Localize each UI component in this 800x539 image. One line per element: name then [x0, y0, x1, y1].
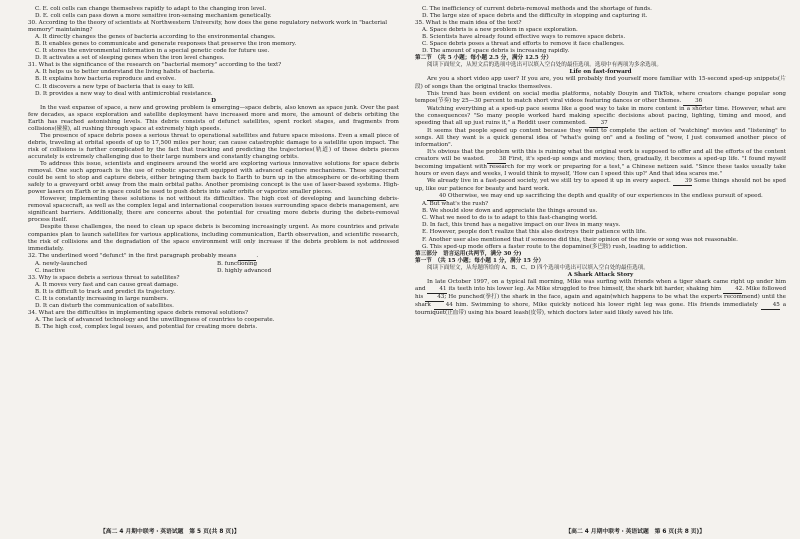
q35-option-b: B. Scientists have already found effective ways to remove space debris. — [422, 34, 626, 41]
q33-option-c: C. It is constantly increasing in large numbers. — [35, 295, 169, 302]
q32-options-row-2 — [28, 268, 399, 275]
choice-f: F. Another user also mentioned that if someone did this, their opinion of the movie or song was not reasonable. — [422, 236, 738, 243]
passage-para-5 — [415, 149, 786, 178]
section-2-instructions: 阅读下面短文，从短文后的选项中选出可以填入空白处的最佳选项。选项中有两项为多余选项。 — [427, 62, 662, 69]
q35-option-c: C. Space debris poses a threat and efforts to remove it face challenges. — [422, 41, 625, 48]
q32-option-d: D. highly advanced — [217, 267, 272, 274]
q33-stem: 33. Why is space debris a serious threat to satellites? — [28, 274, 180, 281]
q31-option-d: D. It provides a new way to deal with antimicrobial resistance. — [35, 90, 213, 97]
story-text-2: its teeth into his lower leg. As Mike struggled to free himself, the shark bit harder, shaking him — [448, 285, 722, 292]
blank-43: 43 — [425, 294, 444, 302]
passage-title: Life on fast-forward — [569, 69, 632, 76]
passage-para-2-text: This trend has been evident on social media platforms, notably Douyin and TikTok, where creators change popular song tempos(节奏) by 25—30 percent to match short viral videos featuring dances or other themes. — [415, 90, 786, 104]
q31-option-a: A. It helps us to better understand the living habits of bacteria. — [35, 69, 215, 76]
blank-36: 36 — [683, 98, 702, 106]
passage-para-5-text-a: It's obvious that the problem with this is ruining what the original work is supposed to offer and all the efforts of the content creators will be wasted. — [415, 148, 786, 162]
q31-option-c: C. It discovers a new type of bacteria that is easy to kill. — [35, 83, 195, 90]
passage-d-para-5: Despite these challenges, the need to clean up space debris is becoming increasingly urgent. As more countries and private companies plan to launch satellites for various applications, including communication, Earth observation, and scientific research, the risk of collisions and the degradation of the space environment will only increase if the debris problem is not addressed immediately. — [28, 224, 399, 252]
passage-para-5-text-b: First, it's sped-up songs and movies; then, gradually, it becomes a sped-up life. "I found myself becoming impatient with research for my work or preparing for a test," a Chinese netizen said. "Since these tasks usually take hours or even days and weeks, I would think to myself, 'How can I speed this up?' And that idea scares me." — [415, 155, 786, 178]
choice-c: C. What we need to do is to adapt to this fast-changing world. — [422, 215, 598, 222]
part-3-instructions: 阅读下面短文，从每题所给的 A、B、C、D 四个选项中选出可以填入空白处的最佳选项。 — [427, 264, 649, 271]
footer-page-6: 【高二 4 月期中联考・英语试题 第 6 页(共 8 页)】 — [565, 529, 705, 535]
q32-stem-text: 32. The underlined word "defunct" in the first paragraph probably means — [28, 252, 237, 259]
blank-37: 37 — [589, 120, 608, 128]
passage-para-4: It seems that people speed up content because they want to complete the action of "watching" movies and "listening" to songs. All they want is a quick general idea of "what's going on" and a feeling of "wow, I just consumed another piece of information". — [415, 127, 786, 148]
q35-stem: 35. What is the main idea of the text? — [415, 20, 522, 27]
passage-para-2 — [415, 91, 786, 106]
q30-stem: 30. According to the theory of scientists at Northwestern University, how does the gene regulatory network work in "bacterial memory" maintaining? — [28, 20, 387, 34]
q32-options-row-1 — [28, 261, 399, 268]
q30-option-d: D. It activates a set of sleeping genes when the iron level changes. — [35, 55, 225, 62]
q33-option-a: A. It moves very fast and can cause great damage. — [35, 281, 179, 288]
passage-para-6 — [415, 178, 786, 193]
blank-38: 38 — [487, 156, 506, 164]
story-text-5: him. Swimming to shore, Mike quickly noticed his lower right leg was gone. His friends immediately — [455, 301, 758, 308]
footer-page-5: 【高二 4 月期中联考・英语试题 第 5 页(共 8 页)】 — [100, 529, 240, 535]
q33-option-b: B. It is difficult to track and predict its trajectory. — [35, 288, 175, 295]
blank-44: 44 — [434, 302, 453, 310]
q32-option-c: C. inactive — [35, 267, 66, 274]
q32-option-b: B. functioning — [217, 260, 258, 267]
story-text-6: a tourniquet(止血带) using his board leash(皮带), which doctors later said likely saved his life. — [415, 301, 786, 316]
q29-option-d: D. E. coli cells can pass down a more sensitive iron-sensing mechanism genetically. — [35, 13, 272, 20]
passage-para-1: Are you a short video app user? If you are, you will probably find yourself more familiar with 15-second sped-up snippets(片段) of songs than the original tracks themselves. — [415, 76, 786, 90]
blank-39: 39 — [673, 178, 692, 186]
blank-40: 40 — [427, 193, 446, 201]
part-3-header: 第三部分 语言运用(共两节，满分 30 分) — [415, 250, 522, 257]
q34-stem: 34. What are the difficulties in implementing space debris removal solutions? — [28, 310, 249, 317]
passage-para-7-text: Otherwise, we may end up sacrificing the depth and quality of our experiences in the endless pursuit of speed. — [447, 193, 763, 200]
passage-para-3-text: Watching everything at a sped-up pace seems like a good way to take in more content in a shorter time. However, what are the consequences? "So many people worked hard making specific decisions about pacing, lighting, timing and mood, and speeding that all up just ruins it," a Reddit user commented. — [415, 105, 786, 126]
q34-option-d: D. The large size of space debris and the difficulty in stopping and capturing it. — [422, 13, 648, 20]
q30-option-c: C. It stores the environmental information in a special genetic code for future use. — [35, 48, 270, 55]
passage-para-6-text-b: Some things should not be sped up, like our patience for beauty and hard work. — [415, 178, 786, 193]
story-text-1: In late October 1997, on a typical fall morning, Mike was surfing with friends when a tiger shark came right up under him and — [415, 278, 786, 292]
passage-d-label: D — [211, 97, 216, 104]
q30-option-a: A. It directly changes the genes of bacteria according to the environmental changes. — [35, 34, 276, 41]
q30-option-b: B. It enables genes to communicate and generate responses that preserve the iron memory. — [35, 41, 297, 48]
blank-45: 45 — [761, 302, 780, 310]
left-column — [28, 6, 399, 524]
q31-option-b: B. It explains how bacteria reproduce and evolve. — [35, 76, 177, 83]
q32-option-a: A. newly-launched — [35, 260, 88, 267]
passage-para-6-text-a: We already live in a fast-paced society, yet we still try to speed it up in every aspect. — [427, 178, 671, 185]
section-2-header: 第二节 （共 5 小题；每小题 2.5 分，满分 12.5 分） — [415, 55, 552, 62]
passage-para-7 — [415, 193, 786, 201]
q32-stem-end: . — [256, 252, 259, 259]
q33-option-d: D. It can disturb the communication of satellites. — [35, 302, 174, 309]
passage-para-3 — [415, 106, 786, 128]
two-columns — [28, 6, 786, 524]
passage-d-para-3: To address this issue, scientists and engineers around the world are exploring various innovative solutions for space debris removal. One such approach is the use of robotic spacecraft equipped with advanced capture mechanisms. These spacecraft could be sent to stop and capture debris, either bringing them back to Earth to burn up in the atmosphere or de-orbiting them safely to a graveyard orbit away from the main orbital paths. Another promising concept is the use of laser-based systems. High-power lasers on Earth or in space could be used to push debris into safer orbits or vaporize smaller pieces. — [28, 161, 399, 196]
choice-a: A. But what's the rush? — [422, 201, 489, 208]
choice-g: G. This sped-up mode offers a faster route to the dopamine(多巴胺) rush, leading to addiction. — [422, 243, 688, 250]
story-title: A Shark Attack Story — [567, 271, 634, 278]
q34-option-a: A. The lack of advanced technology and the unwillingness of countries to cooperate. — [35, 317, 275, 324]
blank-41: 41 — [427, 286, 446, 294]
q29-option-c: C. E. coli cells can change themselves rapidly to adapt to the changing iron level. — [35, 6, 267, 12]
right-column — [415, 6, 786, 524]
passage-d-para-4: However, implementing these solutions is not without its difficulties. The high cost of developing and launching debris-removal spacecraft, as well as the complex legal and international cooperation issues surrounding space debris management, are significant barriers. Additionally, there are concerns about the potential for creating more debris during the debris-removal process itself. — [28, 196, 399, 224]
choice-b: B. We should slow down and appreciate the things around us. — [422, 208, 598, 215]
blank-42: 42 — [723, 286, 742, 294]
q34-option-b: B. The high cost, complex legal issues, and potential for creating more debris. — [35, 324, 258, 331]
q34-option-c: C. The inefficiency of current debris-removal methods and the shortage of funds. — [422, 6, 652, 12]
q35-option-a: A. Space debris is a new problem in space exploration. — [422, 27, 578, 34]
story-text-4: ; He punched(拳打) the shark in the face, again and again(which happens to be what the experts recommend) until the shark — [415, 293, 786, 308]
q32-stem — [28, 253, 399, 261]
story-text-3: . Mike followed his — [415, 285, 786, 300]
story-para-1 — [415, 279, 786, 317]
part-3-section-1: 第一节 （共 15 小题；每小题 1 分，满分 15 分） — [415, 257, 545, 264]
passage-d-para-1: In the vast expanse of space, a new and growing problem is emerging—space debris, also known as space junk. Over the past few decades, as space exploration and satellite deployment have increased more and more, the amount of debris orbiting the Earth has reached astonishing levels. This debris consists of defunct satellites, spent rocket stages, and fragments from collisions(碰撞), all rushing through space at extremely high speeds. — [28, 104, 399, 132]
q32-blank — [238, 252, 259, 261]
choice-d: D. In fact, this trend has a negative impact on our lives in many ways. — [422, 222, 621, 229]
passage-d-para-2: The presence of space debris poses a serious threat to operational satellites and future space missions. Even a small piece of debris, traveling at orbital speeds of up to 17,500 miles per hour, can cause catastrophic damage to a satellite upon impact. The risk of collisions is further complicated by the fact that tracking and predicting the trajectories(轨道) of these debris pieces accurately is extremely challenging due to their large numbers and constantly changing orbits. — [28, 132, 399, 160]
choice-e: E. However, people don't realize that this also destroys their patience with life. — [422, 229, 647, 236]
q35-option-d: D. The amount of space debris is increasing rapidly. — [422, 48, 570, 55]
q31-stem: 31. What is the significance of the research on "bacterial memory" according to the text? — [28, 62, 282, 69]
